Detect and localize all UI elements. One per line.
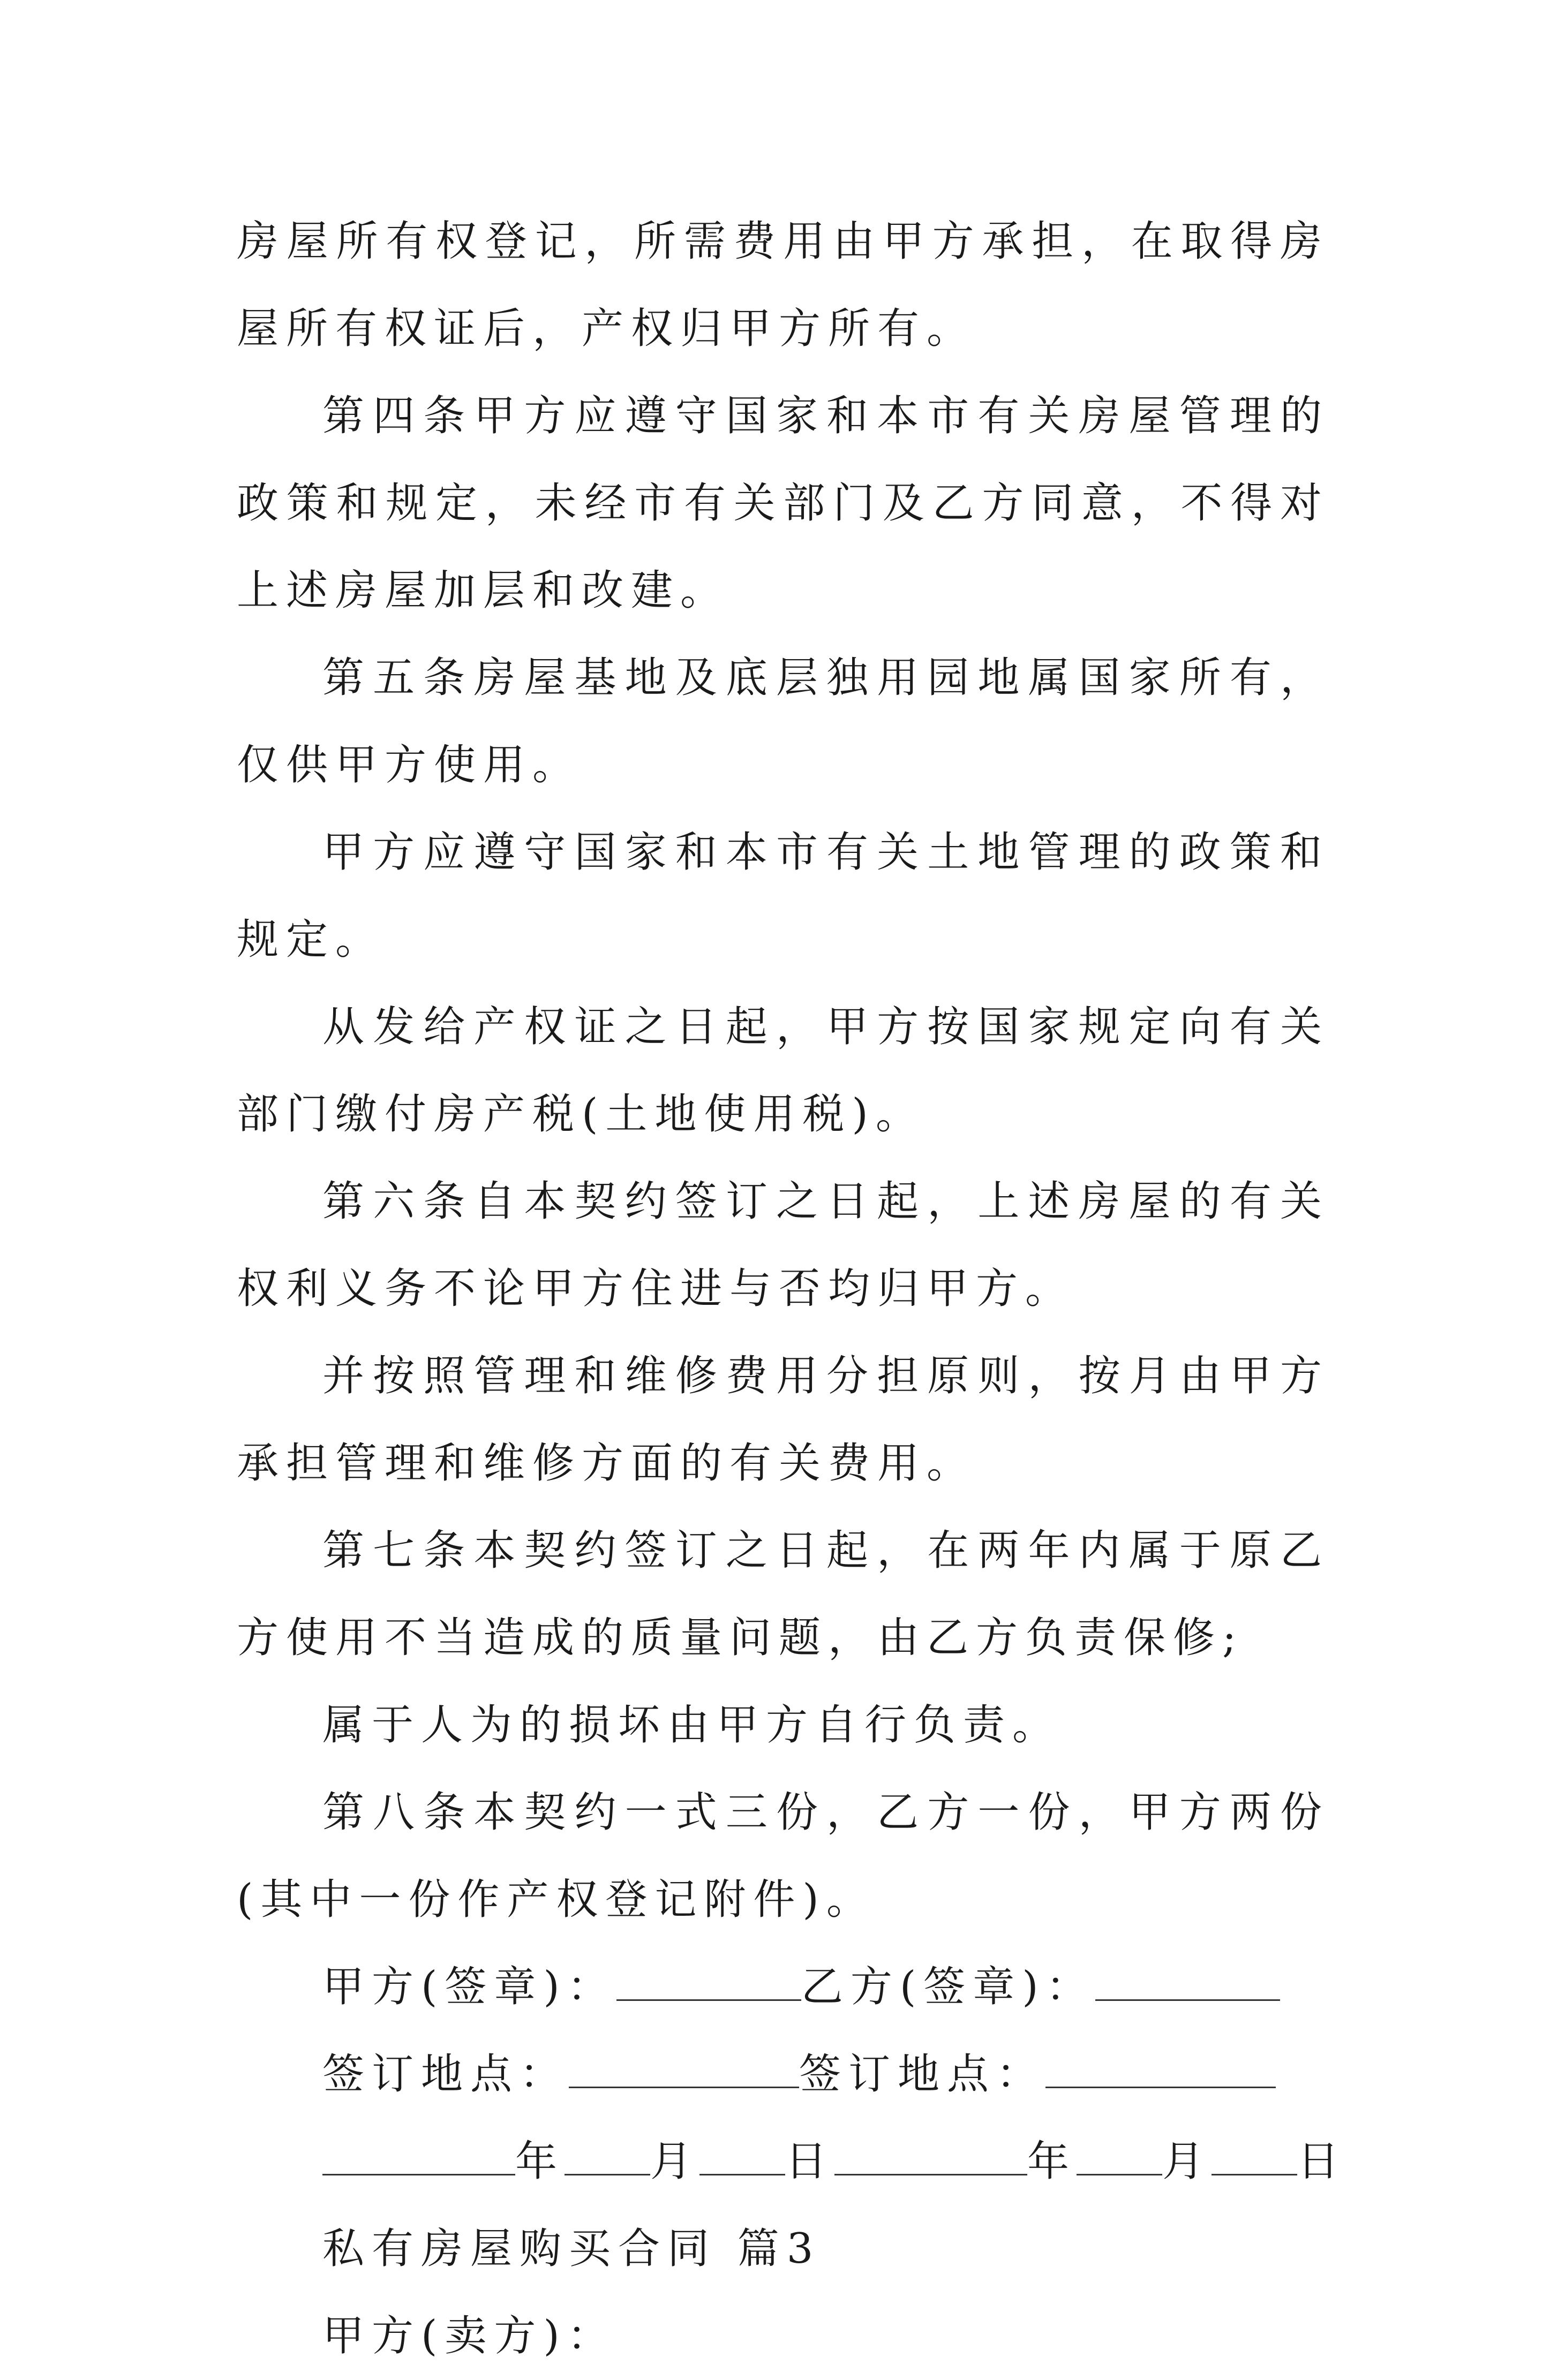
signature-line	[237, 1944, 1329, 2031]
section-heading: 私有房屋购买合同 篇3	[322, 2225, 821, 2273]
date-a-day-label: 日	[785, 2137, 835, 2186]
signing-date-line	[237, 2118, 1347, 2205]
place-b-label: 签订地点：	[799, 2050, 1046, 2098]
document-body	[237, 198, 1347, 2380]
paragraph-1: 房屋所有权登记，所需费用由甲方承担，在取得房屋所有权证后，产权归甲方所有。	[237, 217, 1329, 353]
party-b-signature-blank	[1095, 1967, 1280, 2001]
date-a-day-blank	[699, 2142, 785, 2175]
date-a-year-blank	[322, 2142, 515, 2175]
signing-place-line	[237, 2031, 1329, 2118]
date-b-day-label: 日	[1297, 2137, 1347, 2186]
paragraph-article-5: 第五条房屋基地及底层独用园地属国家所有，仅供甲方使用。	[237, 654, 1329, 789]
paragraph-article-4: 第四条甲方应遵守国家和本市有关房屋管理的政策和规定，未经市有关部门及乙方同意，不得对上述房屋加层和改建。	[237, 392, 1329, 615]
paragraph-land-policy: 甲方应遵守国家和本市有关土地管理的政策和规定。	[237, 828, 1329, 964]
paragraph-article-8: 第八条本契约一式三份，乙方一份，甲方两份(其中一份作产权登记附件)。	[237, 1788, 1329, 1924]
date-b-month-blank	[1077, 2142, 1162, 2175]
party-a-signature-label: 甲方(签章)：	[322, 1963, 616, 2011]
paragraph-human-damage: 属于人为的损坏由甲方自行负责。	[322, 1701, 1062, 1749]
date-a-month-blank	[565, 2142, 650, 2175]
place-a-blank	[569, 2054, 799, 2088]
date-b-year-label: 年	[1027, 2137, 1077, 2186]
paragraph-property-tax: 从发给产权证之日起，甲方按国家规定向有关部门缴付房产税(土地使用税)。	[237, 1003, 1329, 1138]
paragraph-article-6: 第六条自本契约签订之日起，上述房屋的有关权利义务不论甲方住进与否均归甲方。	[237, 1177, 1329, 1313]
date-a-month-label: 月	[650, 2137, 700, 2186]
party-b-signature-label: 乙方(签章)：	[801, 1963, 1095, 2011]
paragraph-maintenance-fees: 并按照管理和维修费用分担原则，按月由甲方承担管理和维修方面的有关费用。	[237, 1352, 1329, 1487]
date-b-month-label: 月	[1162, 2137, 1212, 2186]
date-a-year-label: 年	[515, 2137, 565, 2186]
date-b-day-blank	[1212, 2142, 1297, 2175]
paragraph-article-7: 第七条本契约签订之日起，在两年内属于原乙方使用不当造成的质量问题，由乙方负责保修;	[237, 1527, 1329, 1662]
party-a-seller-label: 甲方(卖方)：	[322, 2312, 616, 2360]
party-a-signature-blank	[616, 1967, 801, 2001]
date-b-year-blank	[834, 2142, 1027, 2175]
place-b-blank	[1045, 2054, 1276, 2088]
place-a-label: 签订地点：	[322, 2050, 569, 2098]
